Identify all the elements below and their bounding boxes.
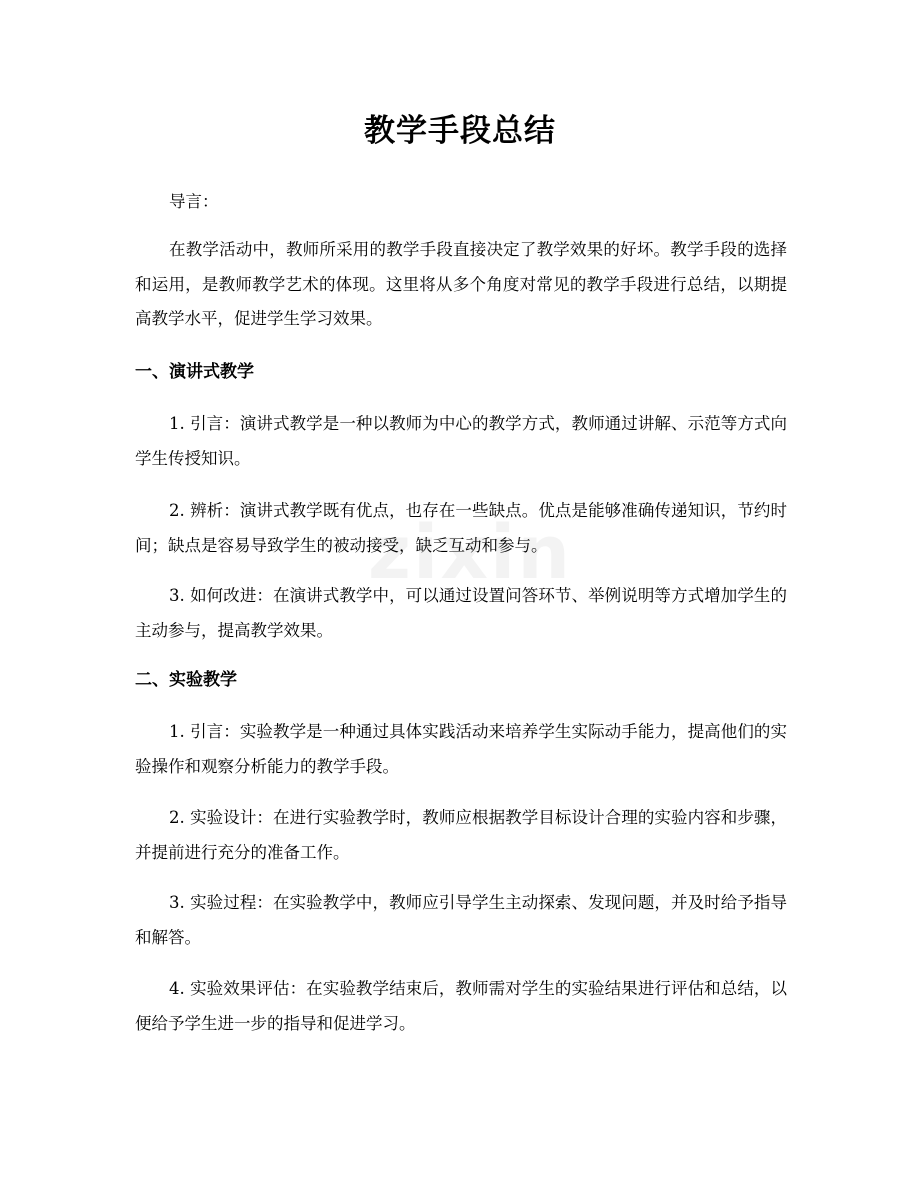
document-title: 教学手段总结 — [364, 113, 556, 149]
experiment-item-1: 1. 引言：实验教学是一种通过具体实践活动来培养学生实际动手能力，提高他们的实验操作和观察分析能力的教学手段。 — [135, 722, 787, 776]
intro-label: 导言： — [169, 192, 219, 211]
experiment-item-2: 2. 实验设计：在进行实验教学时，教师应根据教学目标设计合理的实验内容和步骤，并提前进行充分的准备工作。 — [135, 808, 787, 862]
section-heading-experiment: 二、实验教学 — [135, 670, 237, 690]
intro-paragraph: 在教学活动中，教师所采用的教学手段直接决定了教学效果的好坏。教学手段的选择和运用，是教师教学艺术的体现。这里将从多个角度对常见的教学手段进行总结，以期提高教学水平，促进学生学习效果。 — [135, 240, 787, 328]
section-heading-lecture: 一、演讲式教学 — [135, 362, 254, 382]
lecture-item-2: 2. 辨析：演讲式教学既有优点，也存在一些缺点。优点是能够准确传递知识，节约时间；缺点是容易导致学生的被动接受，缺乏互动和参与。 — [135, 501, 787, 555]
experiment-item-4: 4. 实验效果评估：在实验教学结束后，教师需对学生的实验结果进行评估和总结，以便给予学生进一步的指导和促进学习。 — [135, 979, 787, 1033]
lecture-item-1: 1. 引言：演讲式教学是一种以教师为中心的教学方式，教师通过讲解、示范等方式向学生传授知识。 — [135, 414, 787, 468]
lecture-item-3: 3. 如何改进：在演讲式教学中，可以通过设置问答环节、举例说明等方式增加学生的主动参与，提高教学效果。 — [135, 586, 787, 640]
experiment-item-3: 3. 实验过程：在实验教学中，教师应引导学生主动探索、发现问题，并及时给予指导和解答。 — [135, 893, 787, 947]
